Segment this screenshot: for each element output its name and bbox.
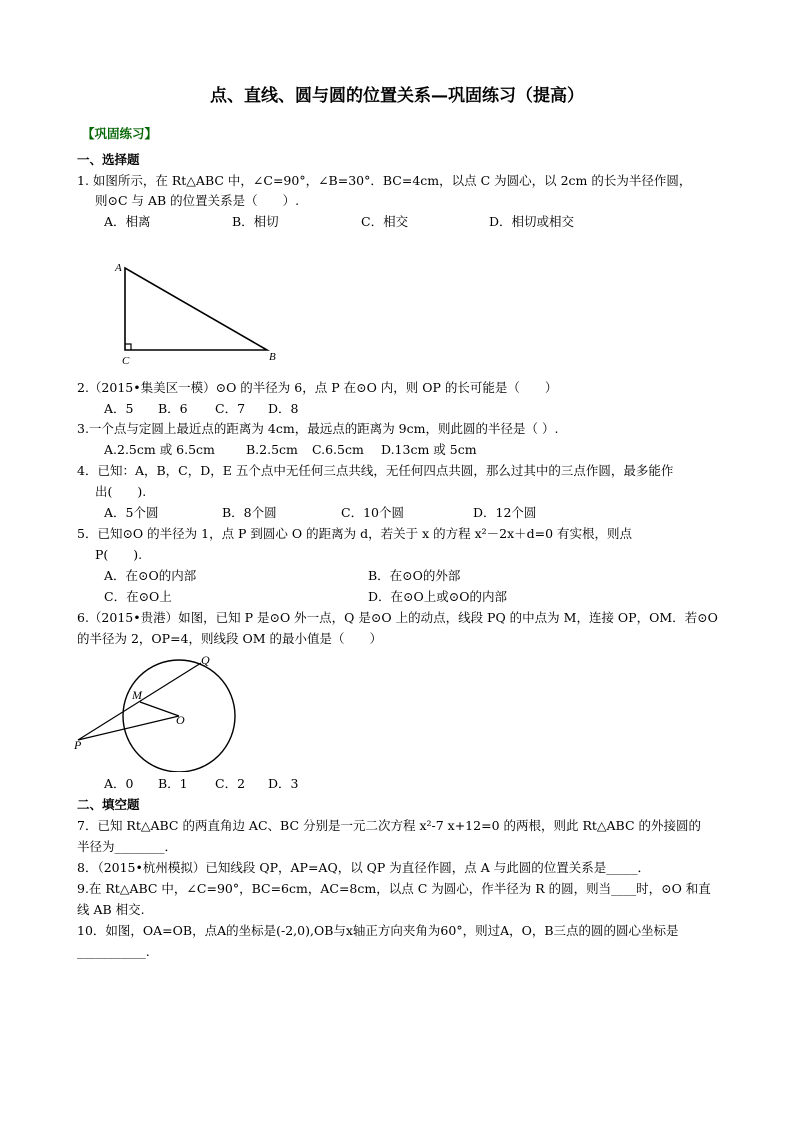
segment-om — [140, 702, 179, 716]
q3-option-d: D.13cm 或 5cm — [381, 442, 477, 457]
question-6-text: 6.（2015•贵港）如图，已知 P 是⊙O 外一点，Q 是⊙O 上的动点，线段 PQ 的中点为 M，连接 OP，OM．若⊙O — [77, 610, 718, 625]
vertex-label-a: A — [115, 262, 122, 274]
question-3-text: 3.一个点与定圆上最近点的距离为 4cm，最远点的距离为 9cm，则此圆的半径是（ ）. — [77, 421, 559, 436]
q4-option-a: A．5个圆 — [104, 505, 159, 520]
question-5-text-cont: P( ). — [95, 547, 143, 562]
q3-option-a: A.2.5cm 或 6.5cm — [104, 442, 215, 457]
question-2-text: 2.（2015•集美区一模）⊙O 的半径为 6，点 P 在⊙O 内，则 OP 的长可能是（ ） — [77, 380, 558, 395]
q2-option-c: C．7 — [215, 401, 246, 416]
section-label: 【巩固练习】 — [82, 126, 158, 141]
circle-figure — [70, 650, 240, 772]
question-5-text: 5．已知⊙O 的半径为 1，点 P 到圆心 O 的距离为 d，若关于 x 的方程 x²－2x＋d=0 有实根，则点 — [77, 526, 633, 541]
question-1-text: 1. 如图所示，在 Rt△ABC 中，∠C=90°，∠B=30°．BC=4cm，以点 C 为圆心，以 2cm 的长为半径作圆， — [77, 173, 692, 188]
q2-option-a: A．5 — [104, 401, 134, 416]
point-label-o: O — [176, 713, 185, 727]
vertex-label-b: B — [269, 351, 276, 363]
question-8-text: 8．（2015•杭州模拟）已知线段 QP，AP=AQ，以 QP 为直径作圆，点 A 与此圆的位置关系是_____． — [77, 860, 651, 875]
question-7-text: 7．已知 Rt△ABC 的两直角边 AC、BC 分别是一元二次方程 x²-7 x+12=0 的两根，则此 Rt△ABC 的外接圆的 — [77, 818, 701, 833]
q3-option-c: C.6.5cm — [312, 442, 364, 457]
q4-option-c: C．10个圆 — [341, 505, 404, 520]
q1-option-b: B．相切 — [232, 214, 279, 229]
triangle-abc — [125, 268, 267, 350]
q1-option-c: C．相交 — [361, 214, 409, 229]
q5-option-a: A．在⊙O的内部 — [104, 568, 197, 583]
point-label-p: P — [74, 738, 82, 752]
q6-option-b: B．1 — [158, 776, 188, 791]
question-1-text-cont: 则⊙C 与 AB 的位置关系是（ ）. — [95, 193, 300, 208]
question-10-text: 10．如图，OA=OB，点A的坐标是(-2,0),OB与x轴正方向夹角为60°，则过A，O，B三点的圆的圆心坐标是 — [77, 923, 679, 938]
part-heading-fill: 二、填空题 — [77, 797, 140, 812]
q6-option-c: C．2 — [215, 776, 246, 791]
segment-op — [78, 716, 179, 740]
q5-option-d: D．在⊙O上或⊙O的内部 — [368, 589, 507, 604]
question-9-text-cont: 线 AB 相交. — [77, 902, 145, 917]
q1-option-a: A．相离 — [104, 214, 151, 229]
right-angle-mark — [125, 344, 131, 350]
q5-option-c: C．在⊙O上 — [104, 589, 172, 604]
q2-option-b: B．6 — [158, 401, 188, 416]
question-9-text: 9.在 Rt△ABC 中，∠C=90°，BC=6cm，AC=8cm，以点 C 为圆心，作半径为 R 的圆，则当____时，⊙O 和直 — [77, 881, 711, 896]
part-heading-choice: 一、选择题 — [77, 152, 140, 167]
question-4-text-cont: 出( ). — [95, 484, 147, 499]
q4-option-d: D．12个圆 — [473, 505, 537, 520]
question-7-text-cont: 半径为________． — [77, 839, 178, 854]
question-6-text-cont: 的半径为 2，OP=4，则线段 OM 的最小值是（ ） — [77, 631, 383, 646]
q6-option-a: A．0 — [104, 776, 134, 791]
q3-option-b: B.2.5cm — [246, 442, 298, 457]
q1-option-d: D．相切或相交 — [489, 214, 575, 229]
q2-option-d: D．8 — [268, 401, 299, 416]
question-10-text-cont: ___________. — [77, 944, 150, 959]
triangle-figure — [105, 258, 295, 368]
point-label-q: Q — [201, 653, 210, 667]
question-4-text: 4．已知：A，B，C，D，E 五个点中无任何三点共线，无任何四点共圆，那么过其中的三点作圆，最多能作 — [77, 463, 674, 478]
q4-option-b: B．8个圆 — [222, 505, 277, 520]
page-title: 点、直线、圆与圆的位置关系—巩固练习（提高） — [210, 86, 584, 106]
q5-option-b: B．在⊙O的外部 — [368, 568, 461, 583]
vertex-label-c: C — [122, 355, 130, 367]
q6-option-d: D．3 — [268, 776, 299, 791]
point-label-m: M — [132, 688, 142, 702]
